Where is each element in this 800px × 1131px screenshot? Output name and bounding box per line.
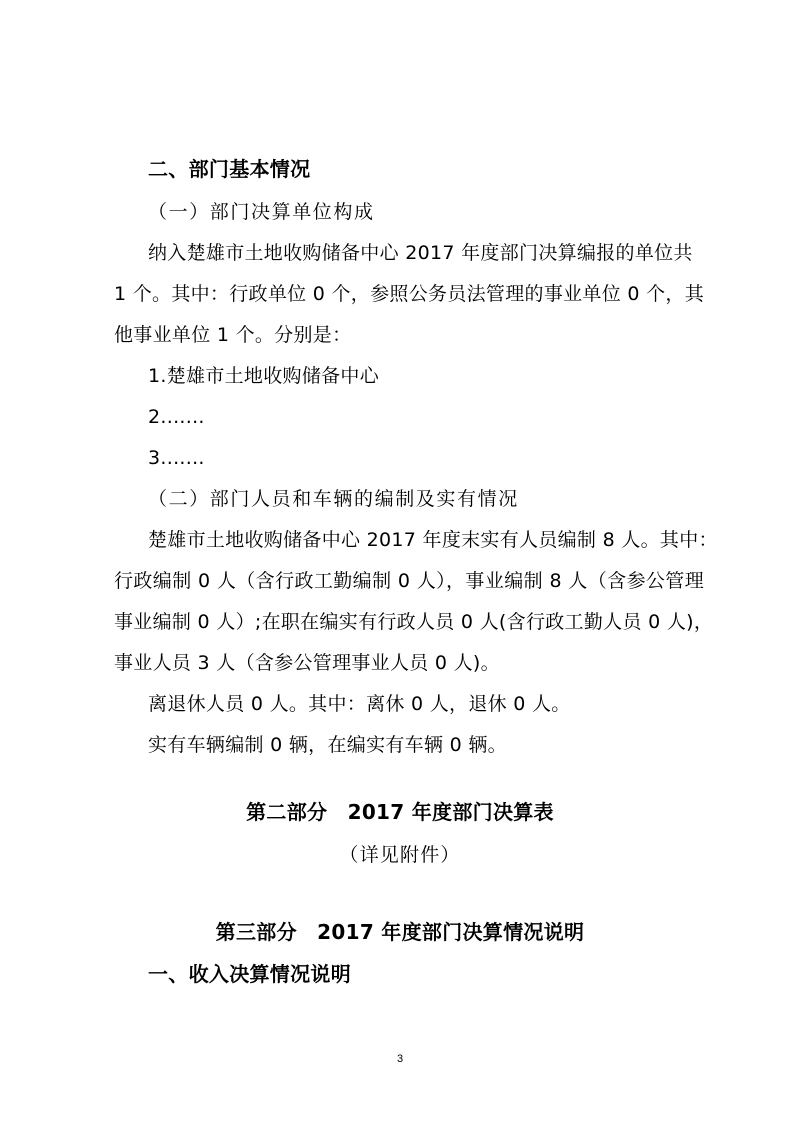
page-number: 3 — [396, 1053, 404, 1065]
paragraph-line: 楚雄市土地收购储备中心 2017 年度末实有人员编制 8 人。其中： — [148, 529, 718, 551]
section-heading-income: 一、收入决算情况说明 — [148, 962, 351, 986]
paragraph-line: 行政编制 0 人（含行政工勤编制 0 人），事业编制 8 人（含参公管理 — [114, 570, 704, 592]
paragraph-line: 1 个。其中：行政单位 0 个，参照公务员法管理的事业单位 0 个，其 — [114, 283, 704, 305]
paragraph-line: 事业人员 3 人（含参公管理事业人员 0 人)。 — [114, 652, 500, 674]
paragraph-line: 他事业单位 1 个。分别是： — [114, 324, 352, 346]
part-two-note: （详见附件） — [339, 844, 461, 866]
paragraph-line: 事业编制 0 人）;在职在编实有行政人员 0 人(含行政工勤人员 0 人)， — [114, 611, 714, 633]
retired-staff-line: 离退休人员 0 人。其中：离休 0 人，退休 0 人。 — [148, 693, 571, 715]
part-two-title: 第二部分 2017 年度部门决算表 — [246, 800, 554, 824]
subsection-heading-staff-vehicles: （二）部门人员和车辆的编制及实有情况 — [148, 488, 519, 510]
subsection-heading-units: （一）部门决算单位构成 — [148, 201, 375, 223]
vehicles-line: 实有车辆编制 0 辆，在编实有车辆 0 辆。 — [148, 734, 507, 756]
list-item: 3....... — [148, 447, 205, 469]
part-three-title: 第三部分 2017 年度部门决算情况说明 — [215, 920, 585, 944]
list-item: 1.楚雄市土地收购储备中心 — [148, 365, 380, 387]
paragraph-line: 纳入楚雄市土地收购储备中心 2017 年度部门决算编报的单位共 — [148, 242, 693, 264]
list-item: 2....... — [148, 406, 205, 428]
section-heading-basic-info: 二、部门基本情况 — [148, 157, 311, 181]
